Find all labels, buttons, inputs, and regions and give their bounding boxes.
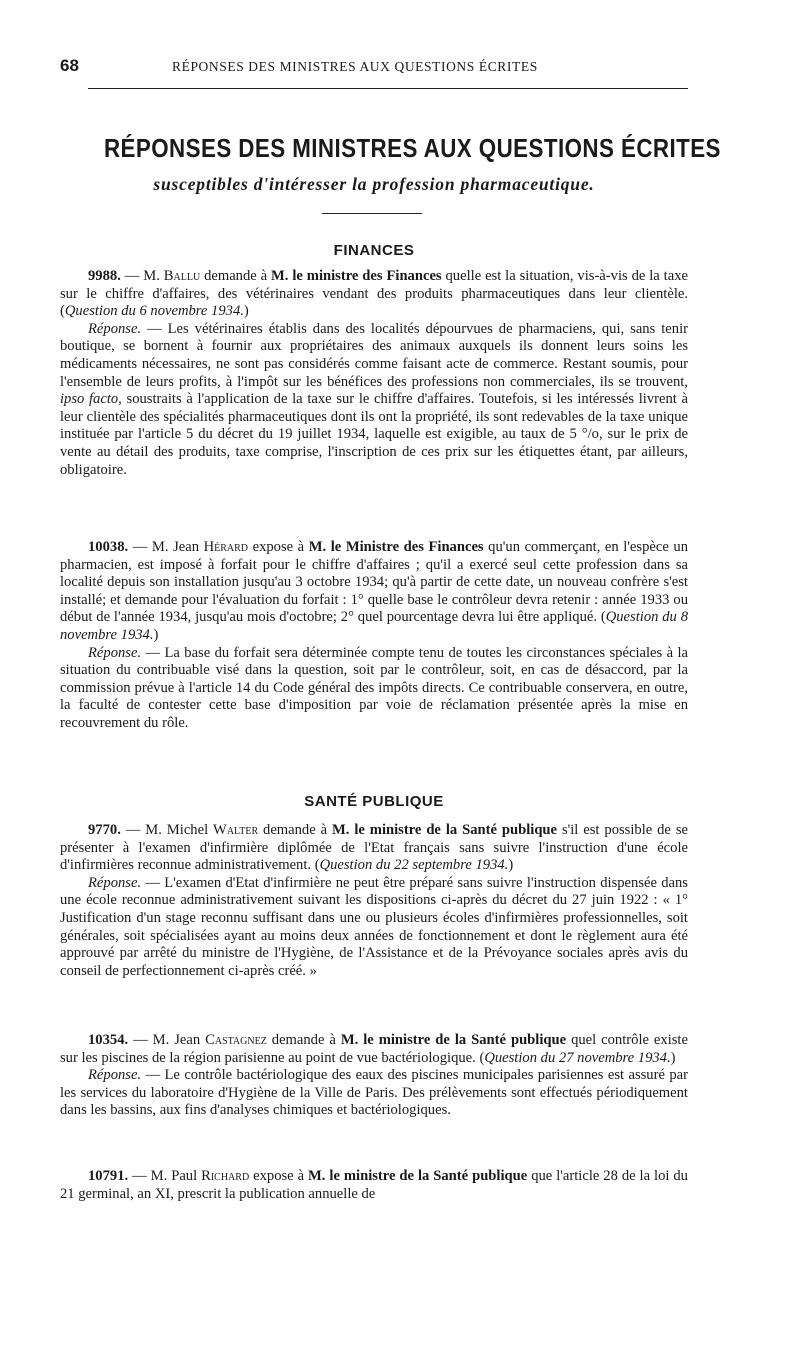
section-heading-finances: FINANCES <box>333 242 415 259</box>
question-number: 10791. <box>88 1168 129 1184</box>
running-title: RÉPONSES DES MINISTRES AUX QUESTIONS ÉCRITES <box>172 59 538 74</box>
answer-label: Réponse. <box>88 874 142 891</box>
page-number: 68 <box>60 56 79 75</box>
question-text: 9770. — M. Michel Walter demande à M. le ministre de la Santé publique s'il est possible de se présenter à l'examen d'infirmière diplômée de l'Etat français sans suivre l'instruction d'une école d'infirmières reconnue administrativement. (Question du 22 septembre 1934.) <box>60 822 688 874</box>
title-divider <box>322 213 422 214</box>
question-date: Question du 22 septembre 1934. <box>319 857 509 874</box>
question-date: Question du 8 novembre 1934. <box>60 609 688 643</box>
question-number: 10038. <box>88 539 129 555</box>
running-header <box>60 56 688 80</box>
question-10354 <box>60 1032 688 1120</box>
header-rule <box>88 88 688 89</box>
addressee: M. le ministre de la Santé publique <box>340 1032 567 1048</box>
addressee: M. le ministre des Finances <box>271 268 442 284</box>
question-9988 <box>60 268 688 479</box>
answer-text: Réponse. — La base du forfait sera déterminée compte tenu de toutes les circonstances spéciales à la situation du contribuable visé dans la question, soit par le contrôleur, soit, en cas de désaccord, par la commission prévue à l'article 14 du Code général des impôts directs. Ce contribuable conservera, en outre, la faculté de contester cette base d'imposition par voie de réclamation présentée après la mise en recouvrement du rôle. <box>60 644 688 731</box>
question-number: 10354. <box>88 1032 129 1048</box>
answer-label: Réponse. <box>88 320 142 337</box>
deputy-name: Castagnez <box>205 1032 267 1048</box>
deputy-name: Hérard <box>203 539 249 555</box>
answer-label: Réponse. <box>88 644 142 661</box>
question-date: Question du 27 novembre 1934. <box>484 1049 671 1066</box>
answer-text: Réponse. — L'examen d'Etat d'infirmière ne peut être préparé sans suivre l'instruction dispensée dans une école reconnue administrativement suivant les dispositions ci-après du décret du 27 juin 1922 : « 1° Justification d'un stage reconnu suffisant dans une ou plusieurs écoles d'infirmières professionnelles, soit générales, soit spécialisées ayant au moins deux années de fonctionnement et dont le règlement aura été approuvé par arrêté du ministre de l'Hygiène, de l'Assistance et de la Prévoyance sociales après avis du conseil de perfectionnement ci-après créé. » <box>60 874 688 979</box>
answer-text: Réponse. — Le contrôle bactériologique des eaux des piscines municipales parisiennes est assuré par les services du laboratoire d'Hygiène de la Ville de Paris. Des prélèvements sont effectués périodiquement dans les bassins, aux fins d'analyses chimiques et bactériologiques. <box>60 1067 688 1119</box>
answer-label: Réponse. <box>88 1067 142 1084</box>
question-number: 9988. <box>88 268 121 284</box>
section-heading-sante-publique: SANTÉ PUBLIQUE <box>304 793 444 810</box>
question-number: 9770. <box>88 822 121 838</box>
deputy-name: Ballu <box>163 268 201 284</box>
question-text: 9988. — M. Ballu demande à M. le ministre des Finances quelle est la situation, vis-à-vis de la taxe sur le chiffre d'affaires, des vétérinaires vendant des produits pharmaceutiques dans leur clientèle. (Question du 6 novembre 1934.) <box>60 268 688 320</box>
addressee: M. le Ministre des Finances <box>308 539 484 555</box>
addressee: M. le ministre de la Santé publique <box>308 1168 528 1184</box>
deputy-name: Walter <box>213 822 259 838</box>
question-10791 <box>60 1168 688 1203</box>
answer-text: Réponse. — Les vétérinaires établis dans des localités dépourvues de pharmaciens, qui, sans tenir boutique, se bornent à fournir aux propriétaires des animaux auxquels ils donnent leurs soins les médicaments nécessaires, ne sont pas considérés comme faisant acte de commerce. Restant soumis, pour l'ensemble de leurs profits, à l'impôt sur les bénéfices des professions non commerciales, ils se trouvent, ipso facto, soustraits à l'application de la taxe sur le chiffre d'affaires. Toutefois, si les intéressés livrent à leur clientèle des spécialités pharmaceutiques dont ils ont la propriété, ils sont redevables de la taxe unique instituée par l'article 5 du décret du 19 juillet 1934, laquelle est exigible, au taux de 5 °/o, sur le prix de vente au détail des produits, taxe comprise, l'inscription de ces prix sur les étiquettes étant, par ailleurs, obligatoire. <box>60 320 689 478</box>
question-text: 10791. — M. Paul Richard expose à M. le ministre de la Santé publique que l'article 28 de la loi du 21 germinal, an XI, prescrit la publication annuelle de <box>60 1168 688 1202</box>
question-text: 10354. — M. Jean Castagnez demande à M. le ministre de la Santé publique quel contrôle existe sur les piscines de la région parisienne au point de vue bactériologique. (Question du 27 novembre 1934.) <box>60 1032 688 1066</box>
question-9770 <box>60 822 688 980</box>
page-title: RÉPONSES DES MINISTRES AUX QUESTIONS ÉCRITES <box>103 133 721 163</box>
addressee: M. le ministre de la Santé publique <box>332 822 558 838</box>
question-date: Question du 6 novembre 1934. <box>64 303 244 320</box>
deputy-name: Richard <box>201 1168 250 1184</box>
page-subtitle: susceptibles d'intéresser la profession pharmaceutique. <box>153 174 595 194</box>
question-10038 <box>60 539 688 733</box>
question-text: 10038. — M. Jean Hérard expose à M. le Ministre des Finances qu'un commerçant, en l'espèce un pharmacien, est imposé à forfait pour le chiffre d'affaires ; qu'il a exercé seul cette profession dans sa localité depuis son installation jusqu'au 3 octobre 1934; qu'à partir de cette date, un nouveau confrère s'est installé; et demande pour l'évaluation du forfait : 1° quelle base le contrôleur devra retenir : année 1933 ou début de l'année 1934, jusqu'au mois d'octobre; 2° quel pourcentage devra lui être appliqué. (Question du 8 novembre 1934.) <box>60 539 688 643</box>
